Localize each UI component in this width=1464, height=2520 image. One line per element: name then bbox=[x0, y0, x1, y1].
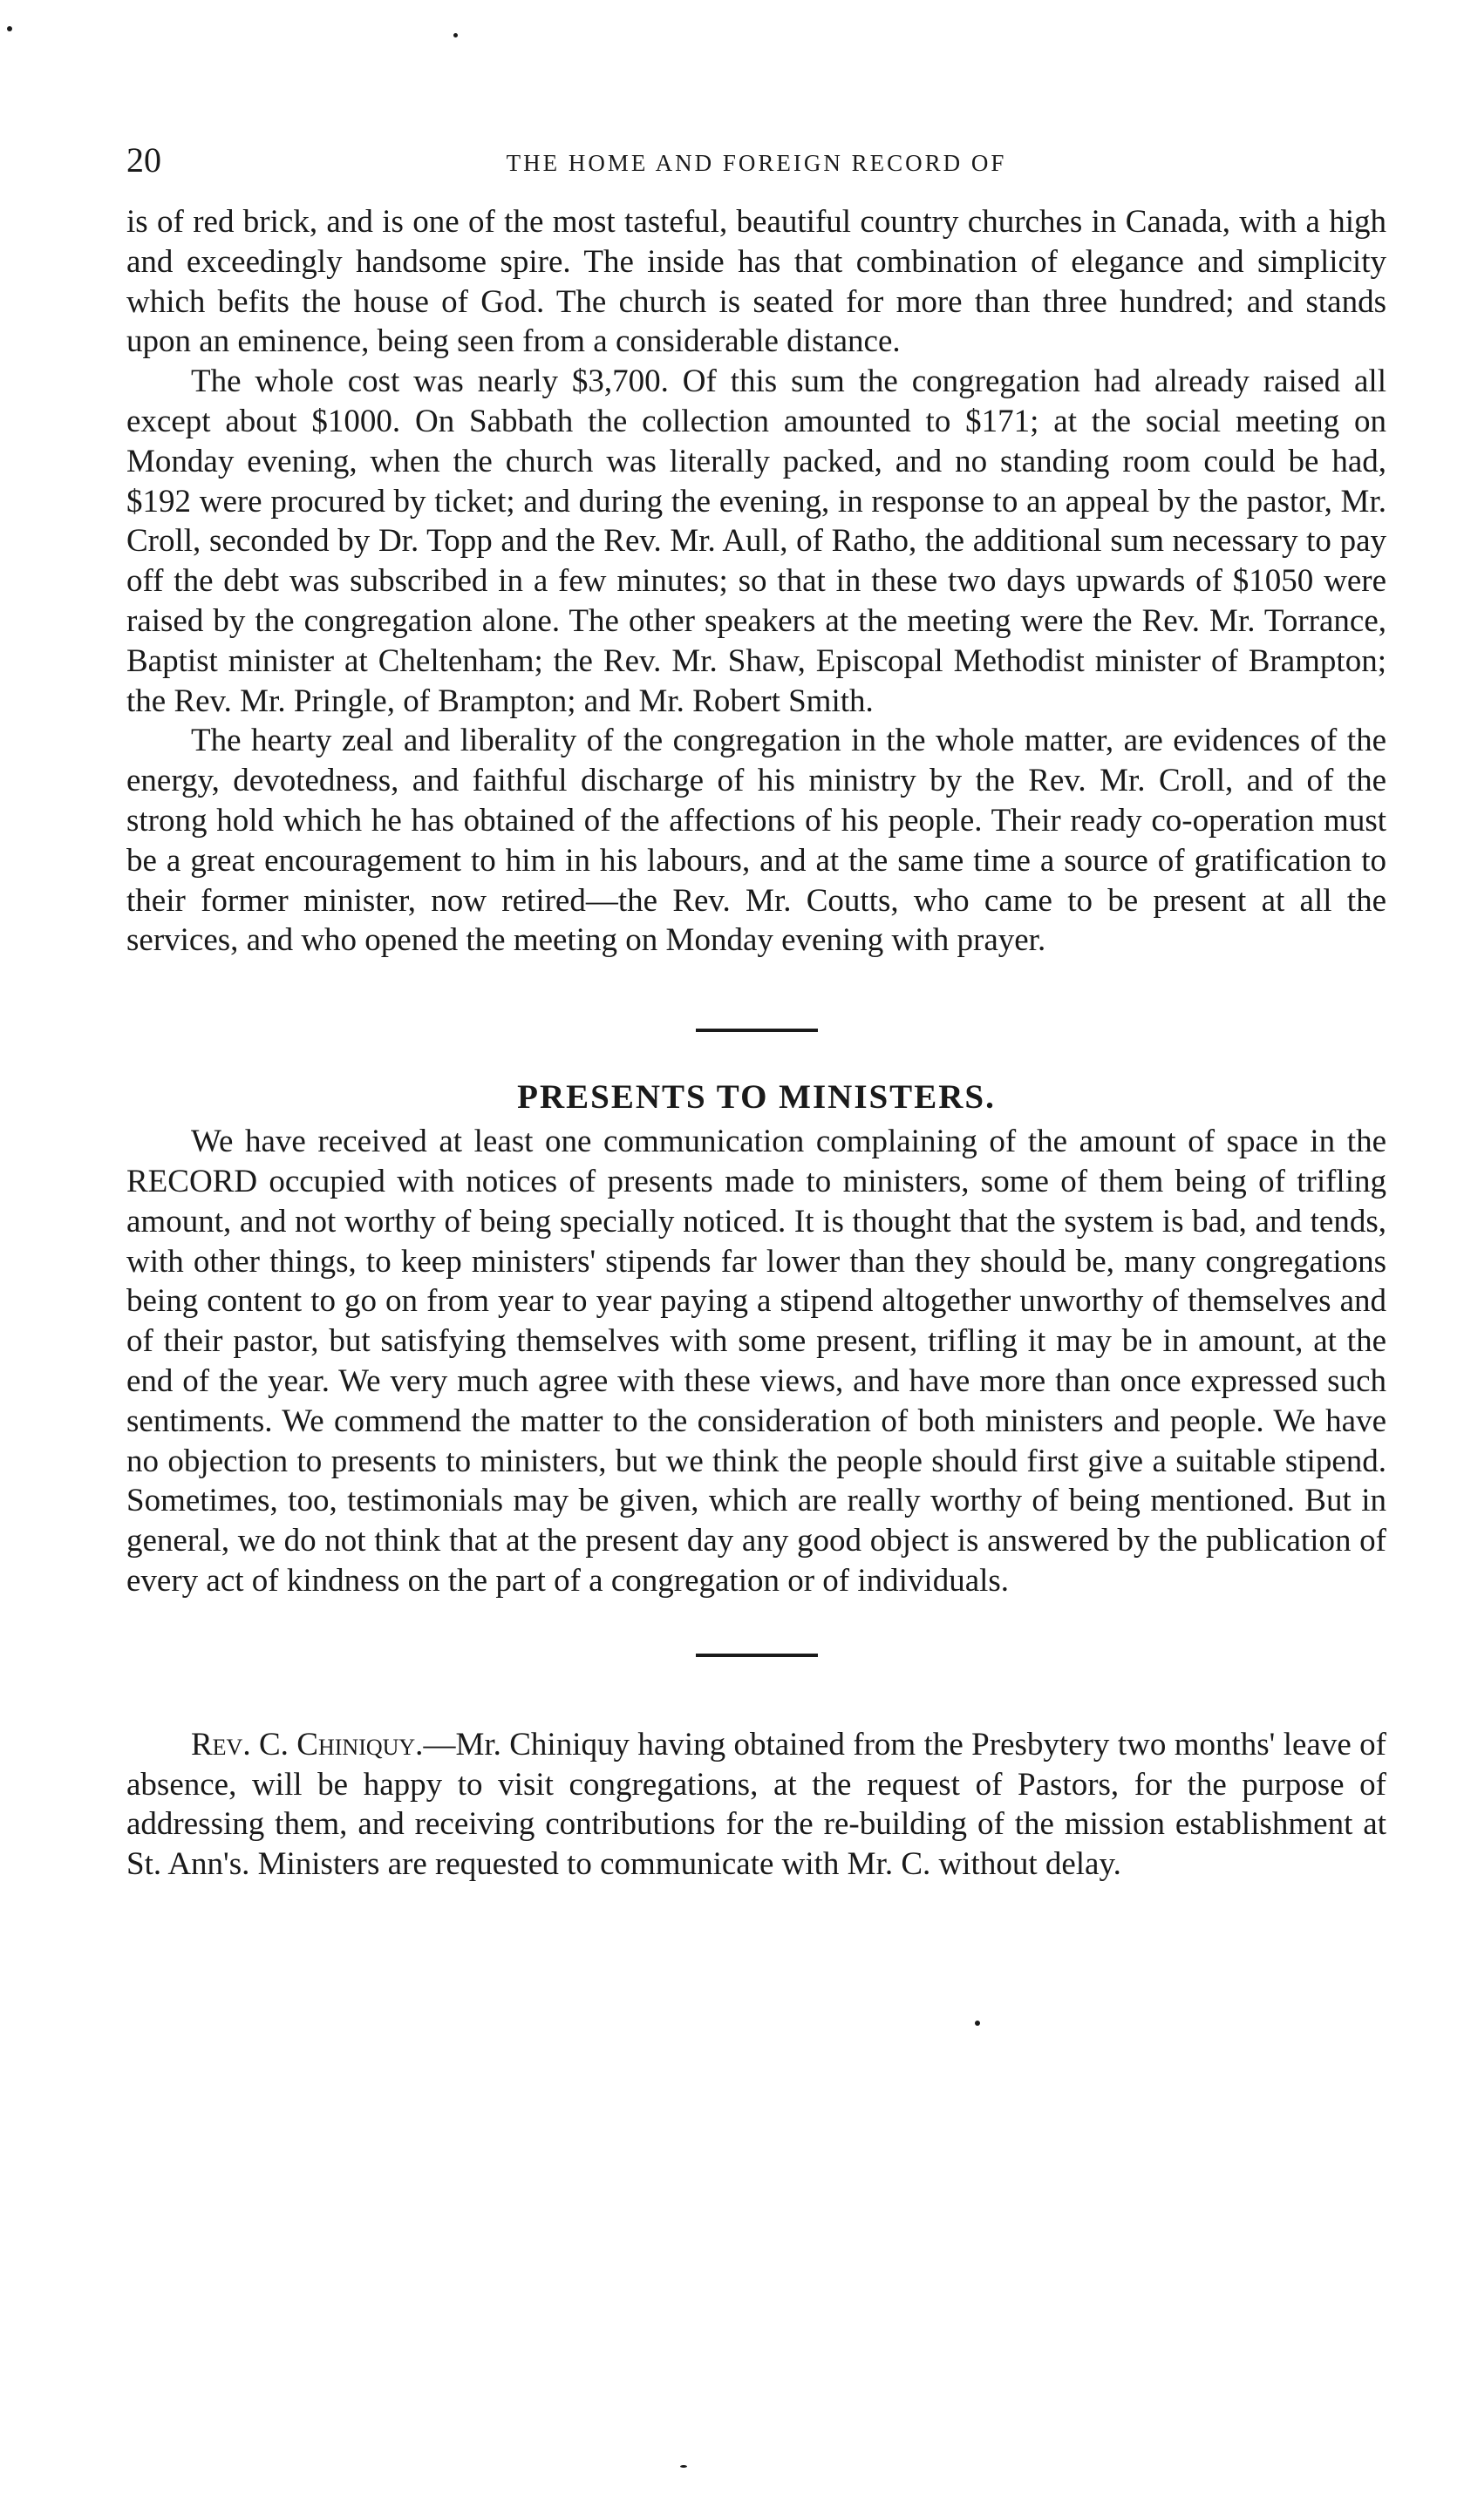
notice-lead: Rev. C. Chiniquy. bbox=[191, 1726, 424, 1763]
section-divider bbox=[696, 1654, 818, 1657]
section-divider bbox=[696, 1029, 818, 1032]
print-speck bbox=[453, 33, 458, 37]
document-page bbox=[126, 131, 1386, 1885]
article-paragraph: is of red brick, and is one of the most tasteful, beautiful country churches in Canada, with a high and exceedingly handsome spire. The inside has that combination of elegance and simplicity which befits the house of God. The church is seated for more than three hundred; and stands upon an eminence, being seen from a considerable distance. bbox=[126, 204, 1386, 360]
page-number: 20 bbox=[126, 140, 161, 180]
print-speck bbox=[975, 2021, 980, 2026]
print-speck bbox=[680, 2465, 687, 2468]
running-head: THE HOME AND FOREIGN RECORD OF bbox=[506, 150, 1007, 176]
notice-paragraph bbox=[126, 1725, 1386, 1885]
section-heading: PRESENTS TO MINISTERS. bbox=[517, 1078, 996, 1117]
print-speck bbox=[7, 26, 12, 31]
presents-paragraph: We have received at least one communication complaining of the amount of space in the RECORD occupied with notices of presents made to ministers, some of them being of trifling amount, and not worthy of being specially noticed. It is thought that the system is bad, and tends, with other things, to keep ministers' stipends far lower than they should be, many congregations being content to go on from year to year paying a stipend altogether unworthy of themselves and of their pastor, but satisfying themselves with some present, trifling it may be in amount, at the end of the year. We very much agree with these views, and have more than once expressed such sentiments. We commend the matter to the consideration of both ministers and people. We have no objection to presents to ministers, but we think the people should first give a suitable stipend. Sometimes, too, testimonials may be given, which are really worthy of being mentioned. But in general, we do not think that at the present day any good object is answered by the publication of every act of kindness on the part of a congregation or of individuals. bbox=[126, 1124, 1386, 1599]
page-header bbox=[126, 131, 1386, 183]
notice-body: —Mr. Chiniquy having obtained from the Presbytery two months' leave of absence, will be happy to visit congregations, at the request of Pastors, for the purpose of addressing them, and receiving contributions for the re-building of the mission establishment at St. Ann's. Ministers are requested to communicate with Mr. C. without delay. bbox=[126, 1726, 1386, 1883]
article-paragraph: The hearty zeal and liberality of the congregation in the whole matter, are evidences of the energy, devotedness, and faithful discharge of his ministry by the Rev. Mr. Croll, and of the strong hold which he has obtained of the affections of his people. Their ready co-operation must be a great encouragement to him in his labours, and at the same time a source of gratification to their former minister, now retired—the Rev. Mr. Coutts, who came to be present at all the services, and who opened the meeting on Monday evening with prayer. bbox=[126, 723, 1386, 959]
article-paragraph: The whole cost was nearly $3,700. Of this sum the congregation had already raised all except about $1000. On Sabbath the collection amounted to $171; at the social meeting on Monday evening, when the church was literally packed, and no standing room could be had, $192 were procured by ticket; and during the evening, in response to an appeal by the pastor, Mr. Croll, seconded by Dr. Topp and the Rev. Mr. Aull, of Ratho, the additional sum necessary to pay off the debt was subscribed in a few minutes; so that in these two days upwards of $1050 were raised by the congregation alone. The other speakers at the meeting were the Rev. Mr. Torrance, Baptist minister at Cheltenham; the Rev. Mr. Shaw, Episcopal Methodist minister of Brampton; the Rev. Mr. Pringle, of Brampton; and Mr. Robert Smith. bbox=[126, 363, 1386, 719]
